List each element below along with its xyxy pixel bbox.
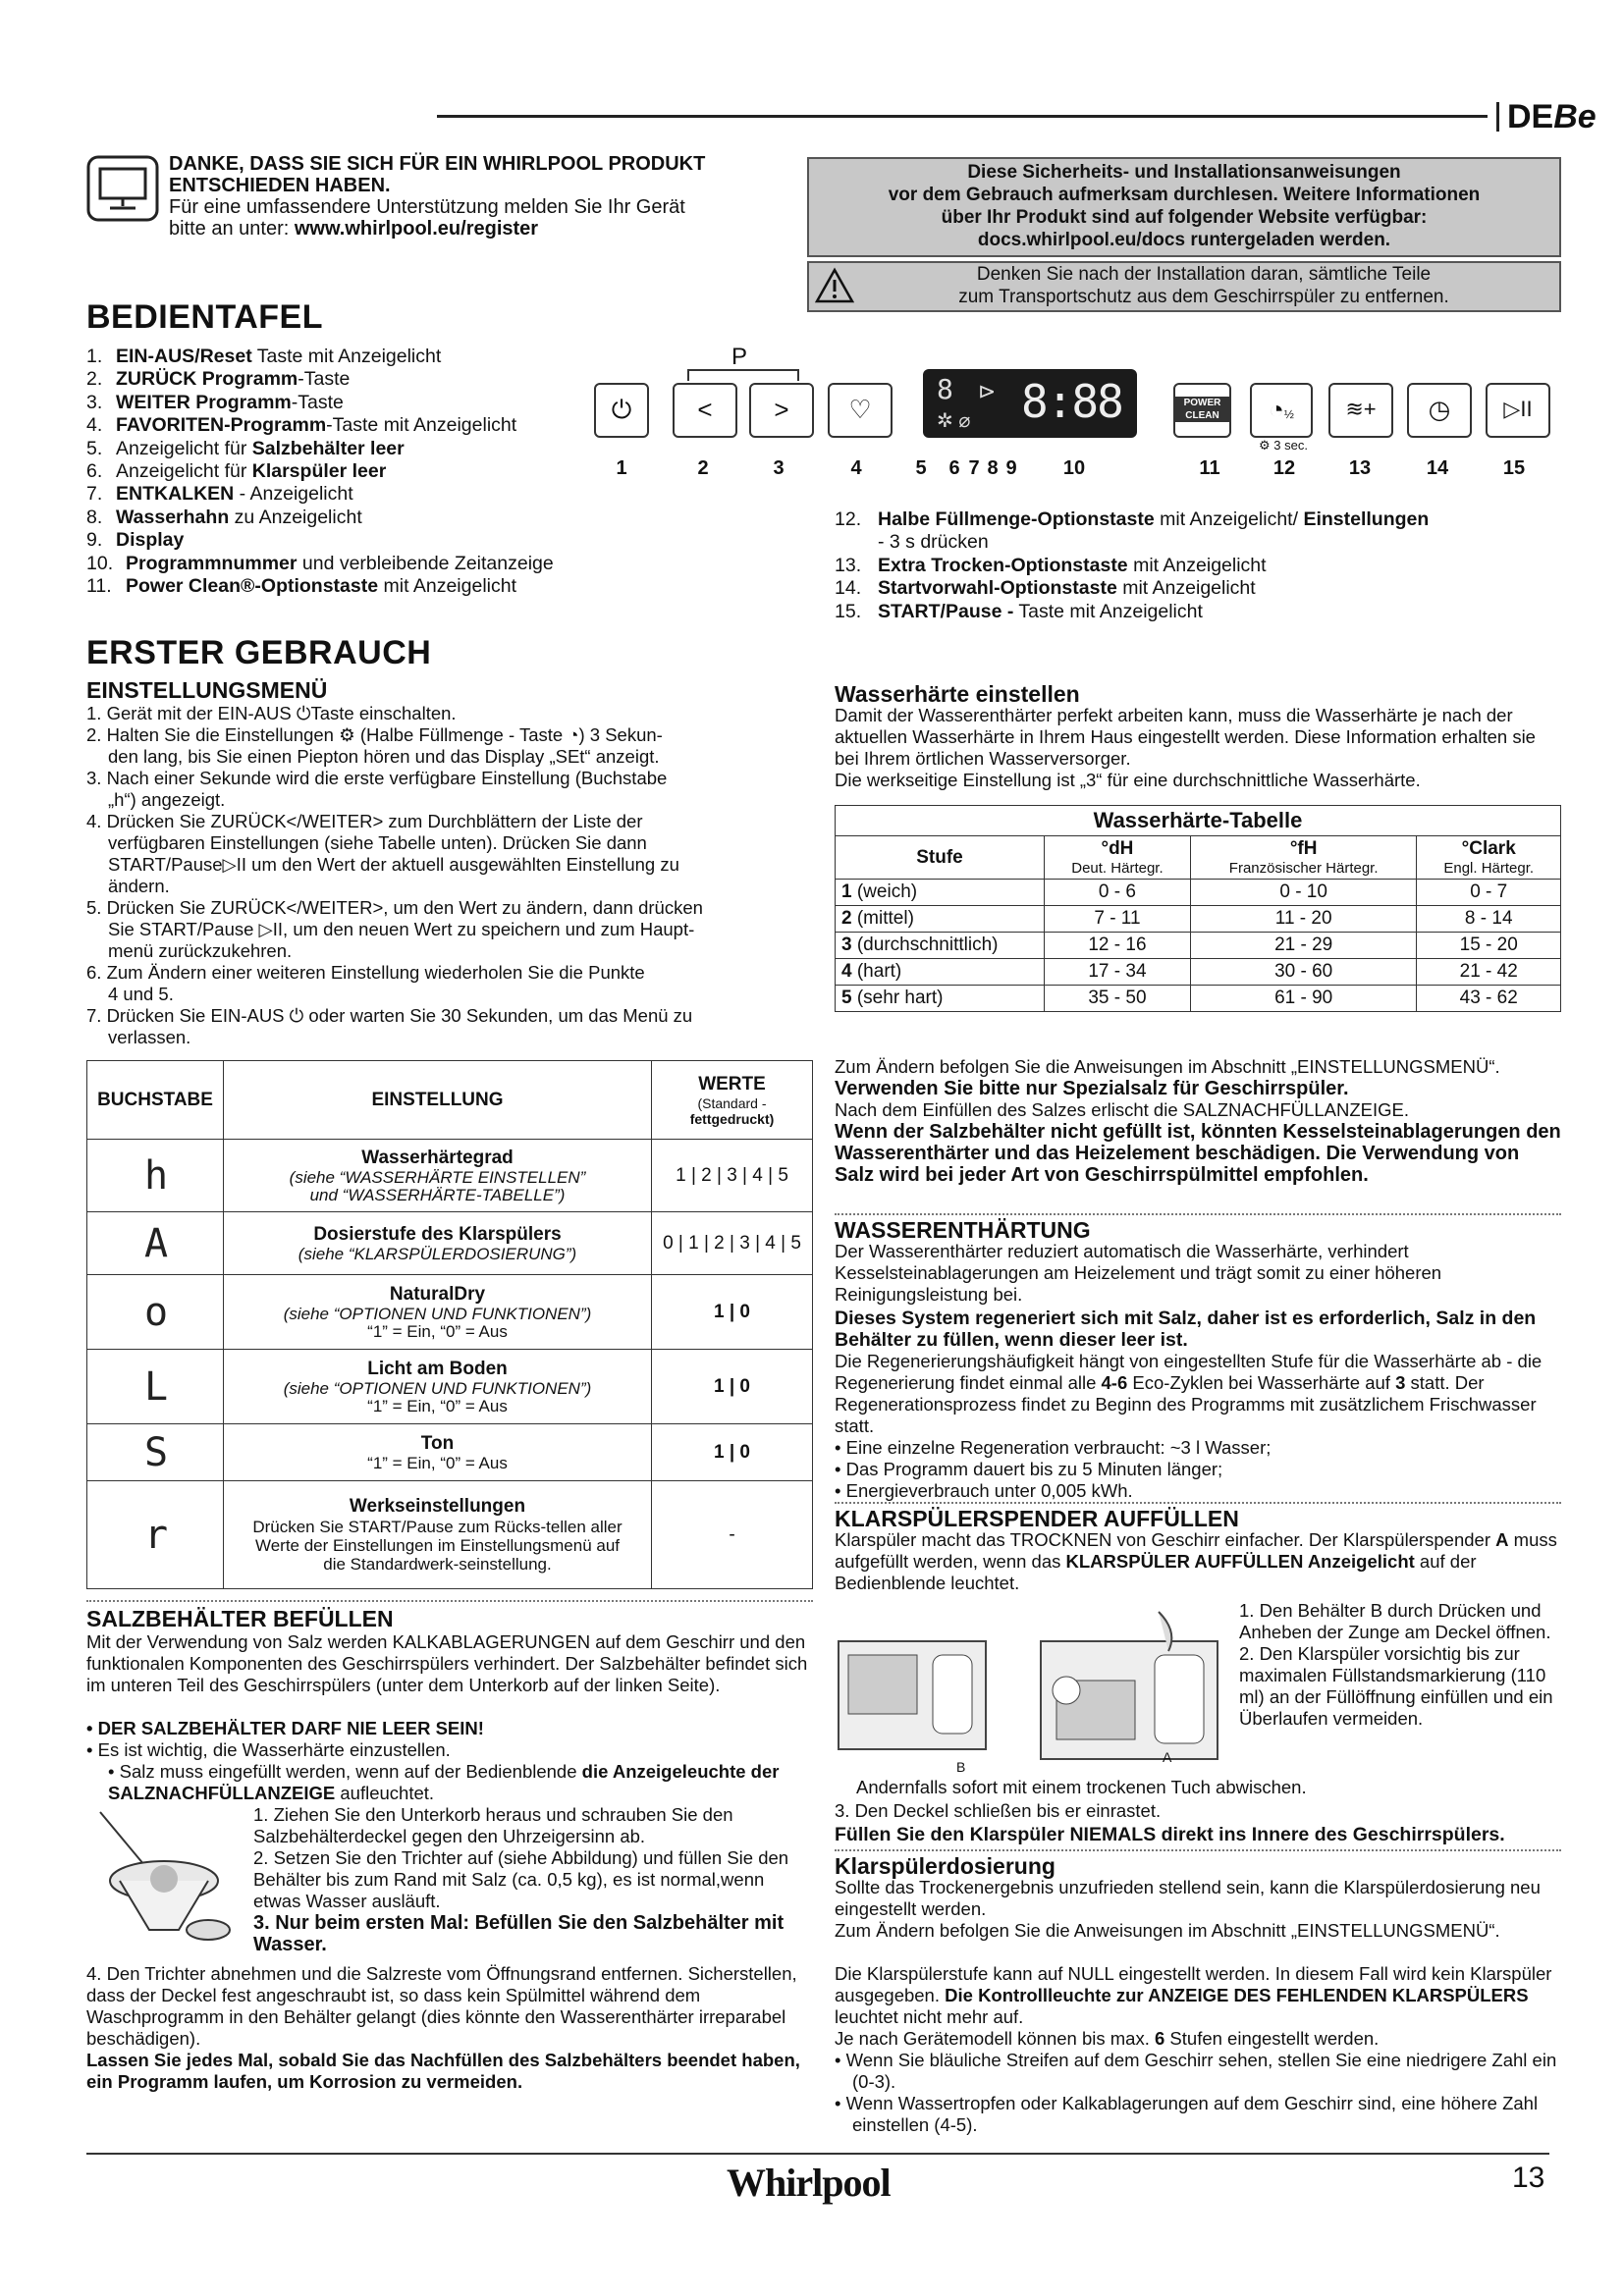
warning-box [807, 261, 1561, 312]
table-row: L Licht am Boden (siehe “OPTIONEN UND FUNKTIONEN”) “1” = Ein, “0” = Aus 1 | 0 [87, 1350, 813, 1424]
display-program-number: 8 [937, 373, 951, 405]
after-line: Wenn der Salzbehälter nicht gefüllt ist, könnten Kesselsteinablagerungen den Wasserenthärter und das Heizelement beschädigen. Die Verwendung von Salz wird bei jeder Art von Geschirrspülmittel empfohlen. [835, 1121, 1561, 1186]
values-cell: - [652, 1481, 813, 1589]
table-row: S Ton “1” = Ein, “0” = Aus 1 | 0 [87, 1424, 813, 1481]
col-header: °dH Deut. Härtegr. [1045, 836, 1191, 880]
step-line: menü zurückzukehren. [108, 940, 293, 961]
col-header-values: WERTE (Standard - fettgedruckt) [652, 1061, 813, 1140]
step-line: ändern. [108, 876, 170, 896]
step-line: 7. Drücken Sie EIN-AUS ⏻ oder warten Sie 30 Sekunden, um das Menü zu [86, 1005, 693, 1026]
segment-glyph: h [87, 1140, 224, 1212]
salz-warning: • DER SALZBEHÄLTER DARF NIE LEER SEIN! [86, 1718, 484, 1738]
panel-number: 9 [1005, 457, 1017, 479]
subsection-title-klarspueler: KLARSPÜLERSPENDER AUFFÜLLEN [835, 1506, 1239, 1531]
panel-number: 2 [697, 457, 709, 479]
bedientafel-list-right [835, 508, 1522, 623]
segment-glyph: A [87, 1212, 224, 1275]
wasserhaerte-text: Damit der Wasserenthärter perfekt arbeiten kann, muss die Wasserhärte je nach der aktuellen Wasserhärte in Ihrem Haus eingestellt werden. Diese Information erhalten sie bei Ihrem örtlichen Wasserversorger. [835, 705, 1536, 769]
panel-number: 1 [616, 457, 627, 479]
step-line: Sie START/Pause ▷II, um den neuen Wert zu speichern und zum Haupt- [108, 919, 695, 939]
step-line: 4 und 5. [108, 984, 174, 1004]
salz-intro: Mit der Verwendung von Salz werden KALKABLAGERUNGEN auf dem Geschirr und den funktionalen Komponenten des Geschirrspülers verhindert. Der Salzbehälter befindet sich im unteren Teil des Geschirrspülers (unter dem Unterkorb auf der linken Seite). [86, 1631, 808, 1695]
p-label: P [731, 344, 748, 370]
list-item: 4. FAVORITEN-Programm-Taste mit Anzeigelicht [86, 414, 517, 437]
safety-line: vor dem Gebrauch aufmerksam durchlesen. Weitere Informationen [888, 185, 1481, 205]
step-line: 4. Drücken Sie ZURÜCK</WEITER> zum Durchblättern der Liste der [86, 811, 643, 831]
start-pause-button[interactable]: ▷II [1486, 383, 1550, 438]
list-item: 13. Extra Trocken-Optionstaste mit Anzeigelicht [835, 554, 1267, 576]
list-item: 3. WEITER Programm-Taste [86, 391, 344, 413]
klarspueler-intro: Klarspüler macht das TROCKNEN von Geschirr einfacher. Der Klarspülerspender A muss aufgefüllt werden, wenn das KLARSPÜLER AUFFÜLLEN Anzeigelicht auf der Bedienblende leuchtet. [835, 1529, 1557, 1593]
tap-icon: ⊳ [978, 379, 997, 403]
safety-line: über Ihr Produkt sind auf folgender Website verfügbar: [941, 207, 1428, 228]
intro-title: DANKE, DASS SIE SICH FÜR EIN WHIRLPOOL PRODUKT [169, 153, 706, 175]
dosierung-text: Sollte das Trockenergebnis unzufrieden stellend sein, kann die Klarspülerdosierung neu eingestellt werden. [835, 1877, 1541, 1919]
enthaertung-bold: Dieses System regeneriert sich mit Salz, daher ist es erforderlich, Salz in den Behälter zu füllen, wenn dieser leer ist. [835, 1308, 1537, 1351]
enthaertung-bullet: • Das Programm dauert bis zu 5 Minuten länger; [835, 1459, 1222, 1480]
divider [835, 1502, 1561, 1504]
header-rule [437, 115, 1488, 118]
half-load-button[interactable]: ◔½ [1250, 383, 1313, 438]
panel-number: 12 [1272, 457, 1296, 479]
enthaertung-text: Der Wasserenthärter reduziert automatisch die Wasserhärte, verhindert Kesselsteinablagerungen am Heizelement und trägt somit zu einer höheren Reinigungsleistung bei. [835, 1241, 1442, 1305]
step-line: 6. Zum Ändern einer weiteren Einstellung wiederholen Sie die Punkte [86, 962, 645, 983]
subsection-title-dosierung: Klarspülerdosierung [835, 1853, 1056, 1879]
klarspueler-step: 1. Den Behälter B durch Drücken und Anheben der Zunge am Deckel öffnen. [1239, 1600, 1551, 1642]
salz-bullet-2: • Salz muss eingefüllt werden, wenn auf der Bedienblende die Anzeigeleuchte der SALZNACHFÜLLANZEIGE aufleuchtet. [108, 1761, 780, 1803]
step-line: „h“) angezeigt. [108, 789, 226, 810]
table-row: 4 (hart) 17 - 34 30 - 60 21 - 42 [836, 959, 1561, 986]
panel-number: 10 [1062, 457, 1086, 479]
values-cell: 0 | 1 | 2 | 3 | 4 | 5 [652, 1212, 813, 1275]
table-row: 5 (sehr hart) 35 - 50 61 - 90 43 - 62 [836, 986, 1561, 1012]
register-url[interactable]: www.whirlpool.eu/register [294, 218, 539, 240]
water-hardness-table [835, 805, 1561, 1012]
warning-triangle-icon [815, 267, 854, 310]
delay-start-button[interactable]: ◷ [1407, 383, 1472, 438]
label-a: A [1163, 1749, 1172, 1765]
segment-glyph: o [87, 1275, 224, 1350]
subsection-title-wasserhaerte: Wasserhärte einstellen [835, 681, 1080, 707]
values-cell: 1 | 0 [652, 1350, 813, 1424]
klarspueler-steps [1239, 1600, 1555, 1730]
safety-box [807, 157, 1561, 257]
step-line: 1. Gerät mit der EIN-AUS ⏻Taste einschalten. [86, 703, 457, 723]
back-button[interactable]: < [673, 383, 737, 438]
step-line: verlassen. [108, 1027, 191, 1047]
step-line: 3. Nach einer Sekunde wird die erste verfügbare Einstellung (Buchstabe [86, 768, 668, 788]
subsection-title-salz: SALZBEHÄLTER BEFÜLLEN [86, 1606, 394, 1631]
values-cell: 1 | 0 [652, 1275, 813, 1350]
table-row: o NaturalDry (siehe “OPTIONEN UND FUNKTIONEN”) “1” = Ein, “0” = Aus 1 | 0 [87, 1275, 813, 1350]
page-number: 13 [1512, 2162, 1545, 2194]
safety-line: Diese Sicherheits- und Installationsanweisungen [967, 162, 1401, 183]
bedientafel-list-left [86, 346, 597, 598]
list-item: 10. Programmnummer und verbleibende Zeitanzeige [86, 552, 554, 574]
segment-glyph: L [87, 1350, 224, 1424]
values-cell: 1 | 2 | 3 | 4 | 5 [652, 1140, 813, 1212]
half-load-icon: ◔ [1269, 395, 1284, 424]
salz-step-4: 4. Den Trichter abnehmen und die Salzreste vom Öffnungsrand entfernen. Sicherstellen, dass der Deckel fest angeschraubt ist, so dass kein Spülmittel während dem Waschprogramm in den Behälter gelangt (dies könnte den Wasserenthärter irreparabel beschädigen). [86, 1963, 797, 2049]
panel-number: 7 [968, 457, 980, 479]
values-cell: 1 | 0 [652, 1424, 813, 1481]
settings-table [86, 1060, 813, 1589]
display-time: 8:88 [1021, 375, 1122, 428]
salz-bullet: • Es ist wichtig, die Wasserhärte einzustellen. [86, 1739, 451, 1761]
list-item: 15. START/Pause - Taste mit Anzeigelicht [835, 600, 1203, 622]
table-row: h Wasserhärtegrad (siehe “WASSERHÄRTE EINSTELLEN” und “WASSERHÄRTE-TABELLE”) 1 | 2 | 3 | 4 | 5 [87, 1140, 813, 1212]
dosierung-bullet: • Wenn Wassertropfen oder Kalkablagerungen auf dem Geschirr sind, eine höhere Zahl einstellen (4-5). [835, 2093, 1539, 2135]
salt-funnel-illustration [90, 1802, 238, 1959]
col-header: EINSTELLUNG [224, 1061, 652, 1140]
panel-number: 5 [915, 457, 927, 479]
dosierung-steps-max: Je nach Gerätemodell können bis max. 6 Stufen eingestellt werden. [835, 2028, 1380, 2049]
step-line: 5. Drücken Sie ZURÜCK</WEITER>, um den Wert zu ändern, dann drücken [86, 897, 703, 918]
subsection-title-einstellungsmenue: EINSTELLUNGSMENÜ [86, 677, 328, 703]
after-line: Zum Ändern befolgen Sie die Anweisungen im Abschnitt „EINSTELLUNGSMENÜ“. [835, 1056, 1500, 1077]
rinse-aid-dispenser-illustration [835, 1602, 1227, 1789]
section-title-bedientafel: BEDIENTAFEL [86, 298, 323, 336]
list-item: 6. Anzeigelicht für Klarspüler leer [86, 460, 387, 483]
enthaertung-bullet: • Energieverbrauch unter 0,005 kWh. [835, 1480, 1133, 1502]
divider [86, 1600, 813, 1602]
salz-final-note: Lassen Sie jedes Mal, sobald Sie das Nachfüllen des Salzbehälters beendet haben, ein Programm laufen, um Korrosion zu vermeiden. [86, 2050, 800, 2092]
list-item: 9. Display [86, 529, 185, 552]
monitor-icon [86, 155, 159, 222]
table-row: 2 (mittel) 7 - 11 11 - 20 8 - 14 [836, 906, 1561, 933]
divider [835, 1213, 1561, 1215]
panel-number: 15 [1502, 457, 1526, 479]
salz-step: 2. Setzen Sie den Trichter auf (siehe Abbildung) und füllen Sie den Behälter bis zum Rand mit Salz (ca. 0,5 kg), es ist normal,wenn etwas Wasser ausläuft. [253, 1847, 789, 1911]
wasserhaerte-after [835, 1056, 1561, 1186]
dosierung-text: Zum Ändern befolgen Sie die Anweisungen im Abschnitt „EINSTELLUNGSMENÜ“. [835, 1920, 1500, 1941]
section-title-erster-gebrauch: ERSTER GEBRAUCH [86, 634, 432, 671]
intro-text-2: bitte an unter: [169, 218, 295, 240]
klarspueler-step-3: 3. Den Deckel schließen bis er einrastet. [835, 1800, 1162, 1821]
after-line: Verwenden Sie bitte nur Spezialsalz für Geschirrspüler. [835, 1078, 1349, 1099]
panel-number: 14 [1426, 457, 1449, 479]
favorite-button[interactable]: ♡ [828, 383, 893, 438]
power-clean-button[interactable]: POWER CLEAN [1173, 383, 1231, 438]
p-bracket [687, 369, 799, 381]
divider [835, 1849, 1561, 1851]
step-line: START/Pause▷II um den Wert der aktuell ausgewählten Einstellung zu [108, 854, 679, 875]
klarspueler-step: 2. Den Klarspüler vorsichtig bis zur maximalen Füllstandsmarkierung (110 ml) an der Füllöffnung einfüllen und ein Überlaufen vermeiden. [1239, 1643, 1553, 1729]
table-row: 3 (durchschnittlich) 12 - 16 21 - 29 15 - 20 [836, 933, 1561, 959]
dosierung-null: Die Klarspülerstufe kann auf NULL eingestellt werden. In diesem Fall wird kein Klarspüler ausgegeben. Die Kontrollleuchte zur ANZEIGE DES FEHLENDEN KLARSPÜLERS leuchtet nicht mehr auf. [835, 1963, 1552, 2027]
footer-rule [86, 2153, 1549, 2155]
panel-number: 13 [1348, 457, 1372, 479]
step-line: den lang, bis Sie einen Piepton hören und das Display „SEt“ anzeigt. [108, 746, 660, 767]
step-line: verfügbaren Einstellungen (siehe Tabelle unten). Drücken Sie dann [108, 832, 647, 853]
panel-number: 4 [850, 457, 862, 479]
safety-line: docs.whirlpool.eu/docs runtergeladen werden. [977, 230, 1391, 250]
enthaertung-regeneration: Die Regenerierungshäufigkeit hängt von eingestellten Stufe für die Wasserhärte ab - die Regenerierung findet einmal alle 4-6 Eco-Zyklen bei Wasserhärte auf 3 statt. Der Regenerationsprozess findet zu Beginn des Programms mit zusätzlichem Frischwasser statt. [835, 1351, 1543, 1436]
salz-steps [253, 1804, 803, 1955]
table-row: r Werkseinstellungen Drücken Sie START/Pause zum Rücks-tellen aller Werte der Einstellungen im Einstellungsmenü auf die Standardwerk-seinstellung. - [87, 1481, 813, 1589]
panel-number: 8 [987, 457, 999, 479]
enthaertung-bullet: • Eine einzelne Regeneration verbraucht: ~3 l Wasser; [835, 1437, 1271, 1459]
einstellungsmenue-steps [86, 703, 813, 1048]
panel-number: 6 [948, 457, 960, 479]
col-header: BUCHSTABE [87, 1061, 224, 1140]
intro-text: Für eine umfassendere Unterstützung melden Sie Ihr Gerät [169, 196, 685, 218]
salz-step: 1. Ziehen Sie den Unterkorb heraus und schrauben Sie den Salzbehälterdeckel gegen den Uhrzeigersinn ab. [253, 1804, 733, 1846]
after-line: Nach dem Einfüllen des Salzes erlischt die SALZNACHFÜLLANZEIGE. [835, 1099, 1410, 1120]
wasserhaerte-default: Die werkseitige Einstellung ist „3“ für eine durchschnittliche Wasserhärte. [835, 770, 1421, 790]
list-item: 11. Power Clean®-Optionstaste mit Anzeigelicht [86, 575, 516, 598]
whirlpool-logo: Whirlpool [727, 2161, 891, 2205]
warning-line: Denken Sie nach der Installation daran, sämtliche Teile [976, 264, 1432, 285]
list-item: 8. Wasserhahn zu Anzeigelicht [86, 506, 362, 528]
panel-number: 11 [1199, 457, 1220, 479]
power-button[interactable]: ⏻ [594, 383, 649, 438]
language-code: DEBe [1496, 98, 1597, 136]
col-header: °Clark Engl. Härtegr. [1417, 836, 1561, 880]
table-row: A Dosierstufe des Klarspülers (siehe “KLARSPÜLERDOSIERUNG”) 0 | 1 | 2 | 3 | 4 | 5 [87, 1212, 813, 1275]
salz-step: 3. Nur beim ersten Mal: Befüllen Sie den Salzbehälter mit Wasser. [253, 1912, 785, 1955]
table-row: 1 (weich) 0 - 6 0 - 10 0 - 7 [836, 880, 1561, 906]
dosierung-bullet: • Wenn Sie bläuliche Streifen auf dem Geschirr sehen, stellen Sie eine niedrigere Zahl ein (0-3). [835, 2050, 1557, 2092]
klarspueler-warning: Füllen Sie den Klarspüler NIEMALS direkt ins Innere des Geschirrspülers. [835, 1824, 1505, 1845]
step-line: 2. Halten Sie die Einstellungen ⚙ (Halbe Füllmenge - Taste ◔) 3 Sekun- [86, 724, 663, 745]
list-item: 7. ENTKALKEN - Anzeigelicht [86, 483, 353, 506]
label-b: B [956, 1759, 966, 1775]
list-item: - 3 s drücken [878, 531, 989, 554]
klarspueler-step-note: Andernfalls sofort mit einem trockenen Tuch abwischen. [856, 1777, 1307, 1797]
col-header: Stufe [836, 836, 1045, 880]
list-item: 5. Anzeigelicht für Salzbehälter leer [86, 437, 405, 459]
list-item: 12. Halbe Füllmenge-Optionstaste mit Anzeigelicht/ Einstellungen [835, 508, 1430, 530]
warning-line: zum Transportschutz aus dem Geschirrspüler zu entfernen. [958, 287, 1449, 307]
col-header: °fH Französischer Härtegr. [1190, 836, 1417, 880]
list-item: 2. ZURÜCK Programm-Taste [86, 368, 351, 391]
list-item: 14. Startvorwahl-Optionstaste mit Anzeigelicht [835, 577, 1256, 600]
subsection-title-enthaertung: WASSERENTHÄRTUNG [835, 1217, 1091, 1243]
segment-glyph: S [87, 1424, 224, 1481]
descale-icon: ✲ ⌀ [937, 410, 971, 432]
panel-number: 3 [773, 457, 785, 479]
next-button[interactable]: > [749, 383, 814, 438]
extra-dry-button[interactable]: ≋+ [1328, 383, 1393, 438]
display [923, 369, 1137, 438]
table-title: Wasserhärte-Tabelle [836, 806, 1561, 836]
segment-glyph: r [87, 1481, 224, 1589]
hold-3sec-label: ⚙ 3 sec. [1259, 438, 1308, 453]
list-item: 1. EIN-AUS/Reset Taste mit Anzeigelicht [86, 346, 442, 367]
intro-block [169, 153, 778, 240]
intro-title-2: ENTSCHIEDEN HABEN. [169, 175, 391, 196]
